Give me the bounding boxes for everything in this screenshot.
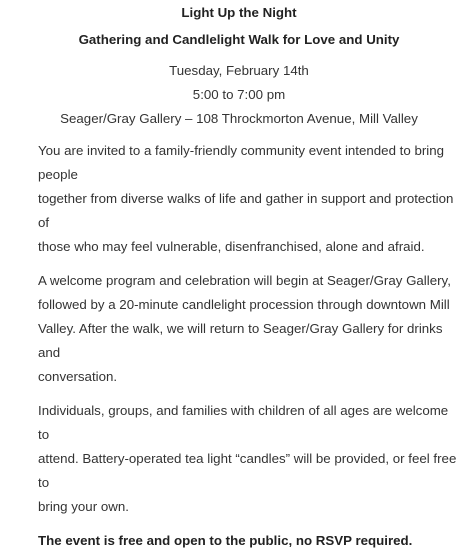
program-paragraph bbox=[38, 269, 458, 389]
text-line: those who may feel vulnerable, disenfranchised, alone and afraid. bbox=[38, 239, 425, 254]
text-line: followed by a 20-minute candlelight procession through downtown Mill bbox=[38, 297, 450, 312]
attendance-paragraph bbox=[38, 399, 458, 519]
free-event-notice: The event is free and open to the public, no RSVP required. bbox=[38, 533, 413, 548]
text-line: bring your own. bbox=[38, 499, 129, 514]
event-subtitle: Gathering and Candlelight Walk for Love and Unity bbox=[78, 32, 400, 47]
text-line: conversation. bbox=[38, 369, 118, 384]
text-line: Individuals, groups, and families with children of all ages are welcome to bbox=[38, 403, 449, 442]
text-line: You are invited to a family-friendly community event intended to bring people bbox=[38, 143, 445, 182]
text-line: A welcome program and celebration will begin at Seager/Gray Gallery, bbox=[38, 273, 451, 288]
event-date: Tuesday, February 14th bbox=[169, 63, 309, 78]
invitation-paragraph bbox=[38, 139, 458, 259]
event-title: Light Up the Night bbox=[181, 5, 297, 20]
event-time: 5:00 to 7:00 pm bbox=[192, 87, 286, 102]
event-announcement bbox=[0, 4, 466, 548]
text-line: Valley. After the walk, we will return to Seager/Gray Gallery for drinks and bbox=[38, 321, 443, 360]
text-line: attend. Battery-operated tea light “candles” will be provided, or feel free to bbox=[38, 451, 457, 490]
text-line: together from diverse walks of life and gather in support and protection of bbox=[38, 191, 454, 230]
event-location: Seager/Gray Gallery – 108 Throckmorton Avenue, Mill Valley bbox=[60, 111, 418, 126]
event-header bbox=[32, 4, 446, 131]
